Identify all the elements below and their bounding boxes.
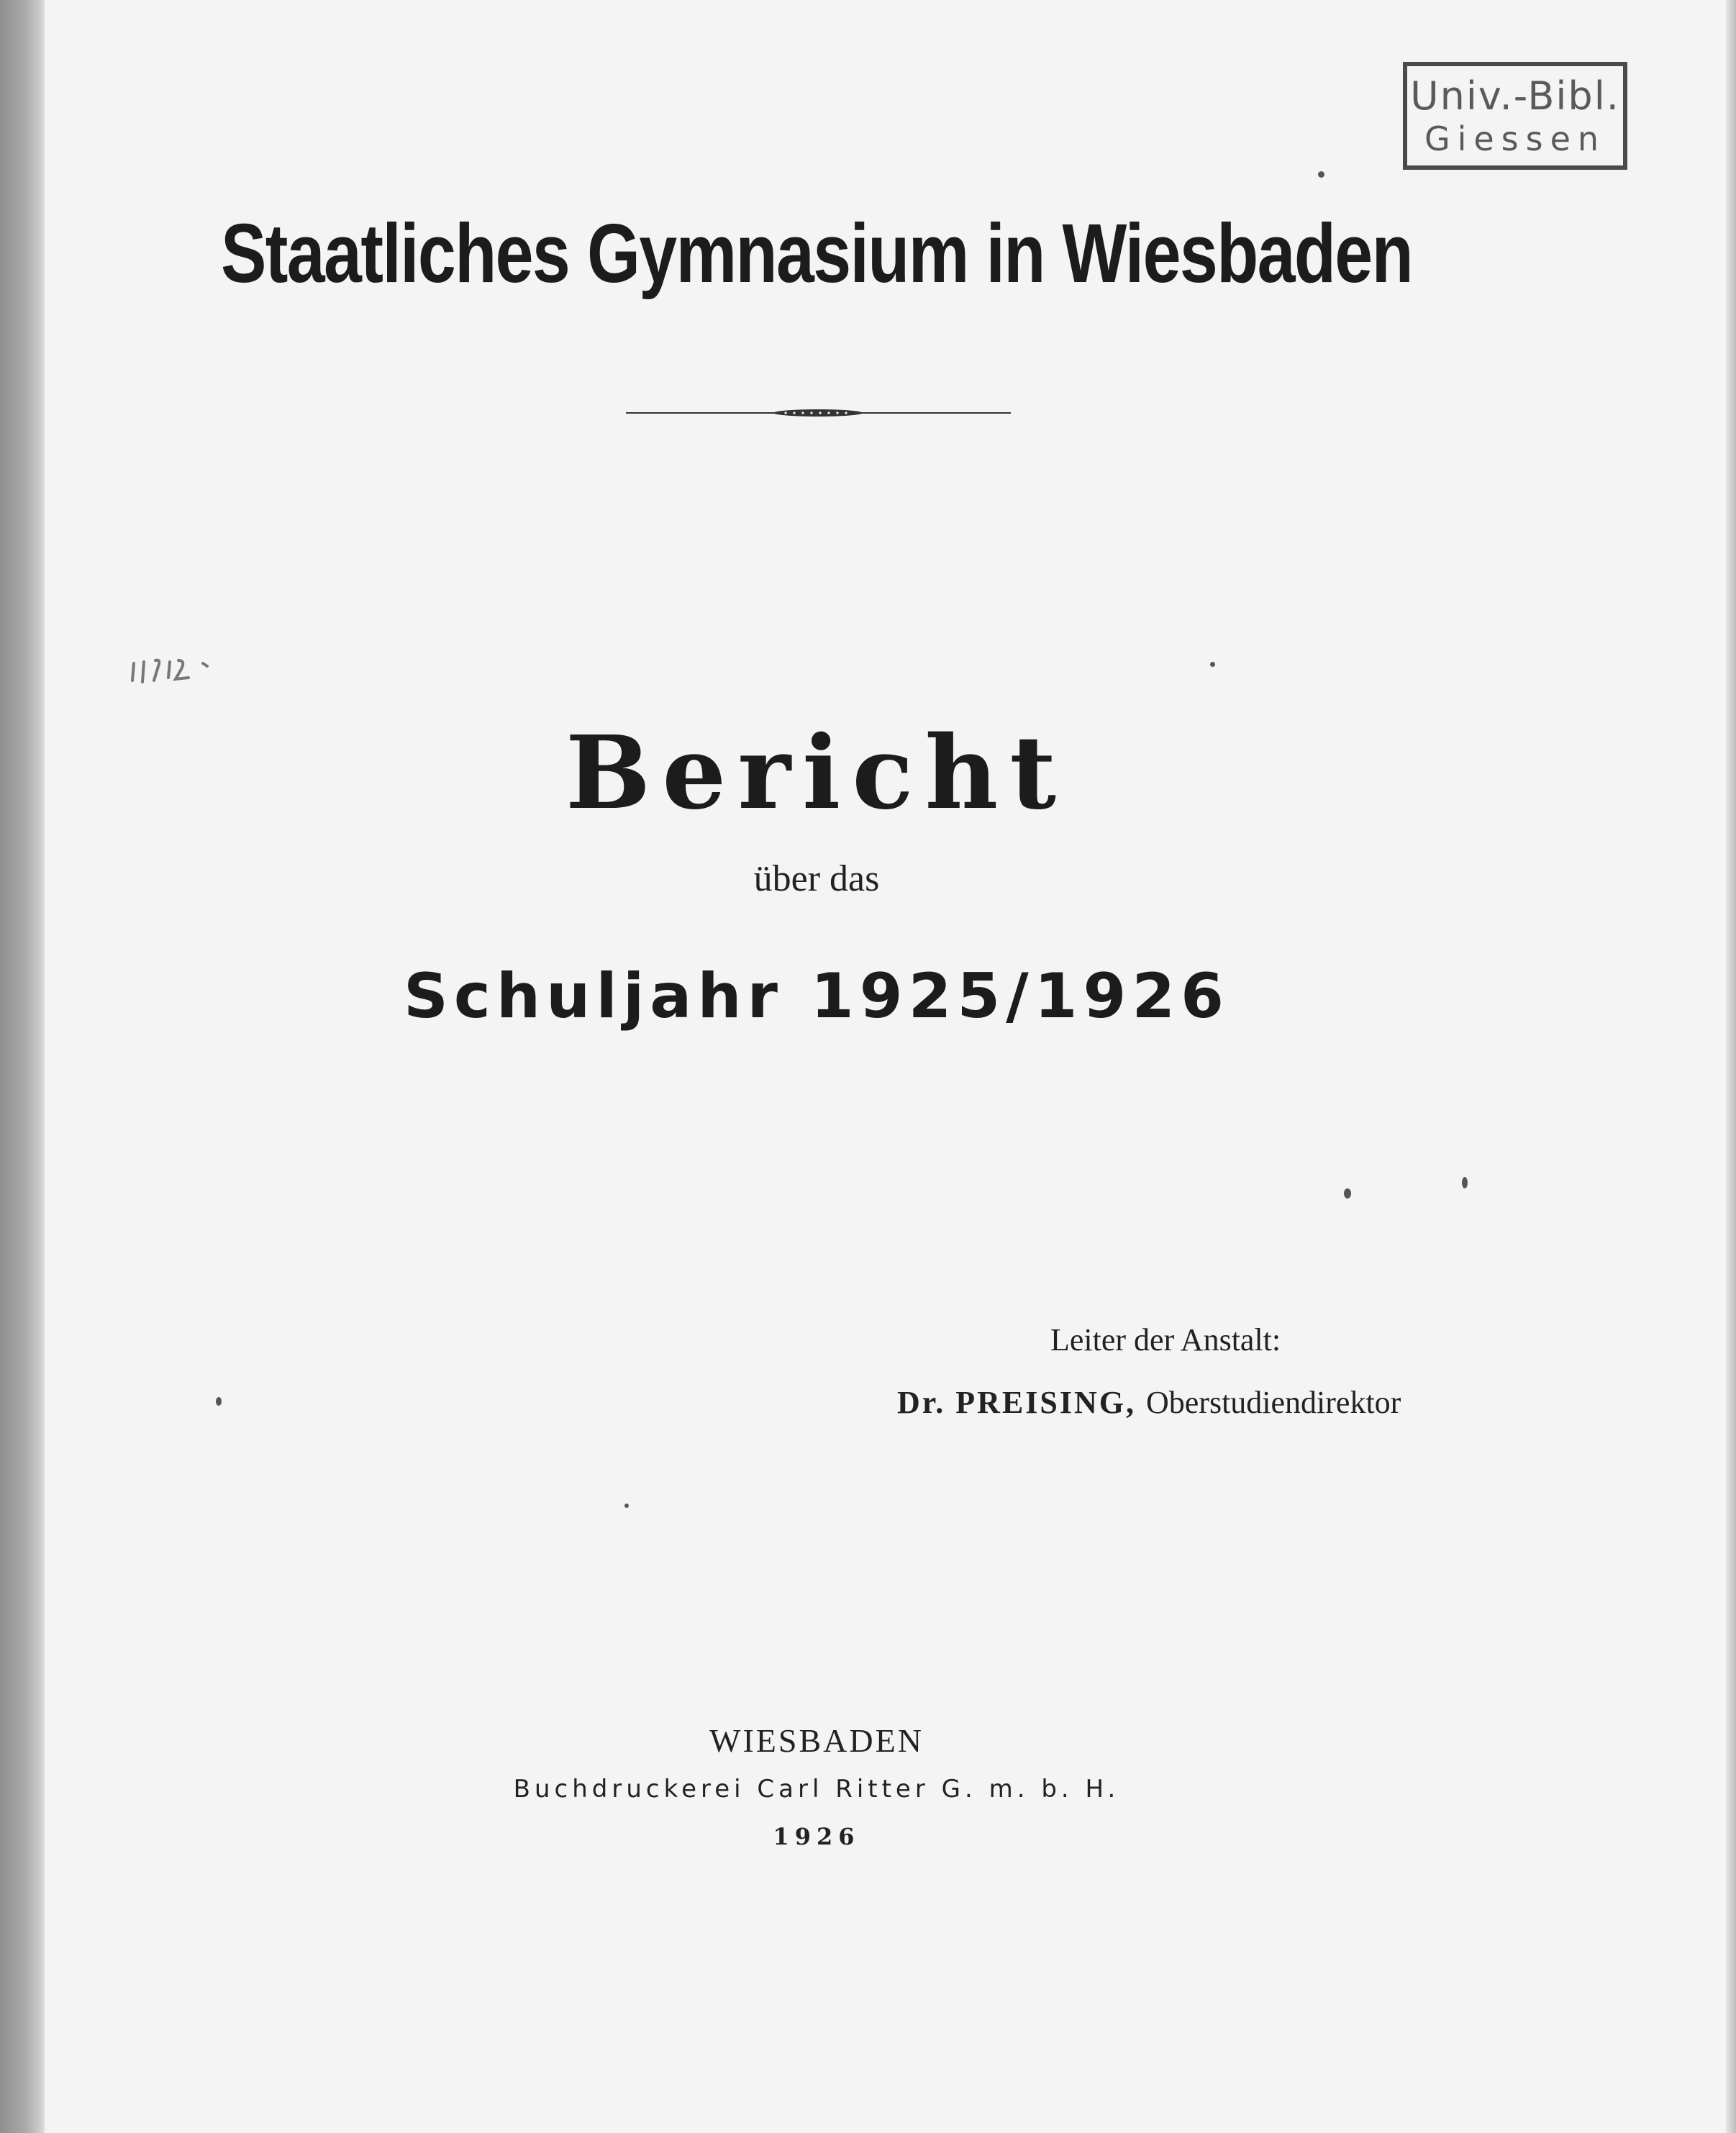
director-name: Dr. PREISING, — [897, 1385, 1136, 1420]
library-stamp — [1403, 62, 1627, 170]
paper-speck — [1210, 662, 1215, 667]
imprint-year: 1926 — [773, 1823, 860, 1850]
ornamental-rule — [626, 407, 1011, 419]
paper-speck — [216, 1397, 222, 1406]
director-label: Leiter der Anstalt: — [1050, 1322, 1281, 1357]
paper-speck — [1318, 171, 1324, 178]
binding-strip — [0, 0, 45, 2133]
report-title: Bericht — [565, 714, 1068, 832]
imprint-city: WIESBADEN — [709, 1722, 924, 1759]
imprint-printer: Buchdruckerei Carl Ritter G. m. b. H. — [513, 1775, 1120, 1804]
stamp-library-name: Univ.-Bibl. — [1410, 73, 1620, 119]
paper-speck — [1462, 1177, 1468, 1188]
stamp-city: Giessen — [1424, 119, 1607, 158]
school-year: Schuljahr 1925/1926 — [403, 960, 1230, 1032]
paper-speck — [1344, 1188, 1351, 1199]
title-page — [45, 0, 1736, 2133]
school-name: Staatliches Gymnasium in Wiesbaden — [220, 206, 1413, 300]
page-edge — [1726, 0, 1736, 2133]
director-title: Oberstudiendirektor — [1145, 1385, 1401, 1420]
director-line — [897, 1381, 1401, 1424]
pencil-mark — [128, 656, 229, 685]
report-subtitle: über das — [753, 858, 880, 899]
paper-speck — [624, 1504, 629, 1508]
